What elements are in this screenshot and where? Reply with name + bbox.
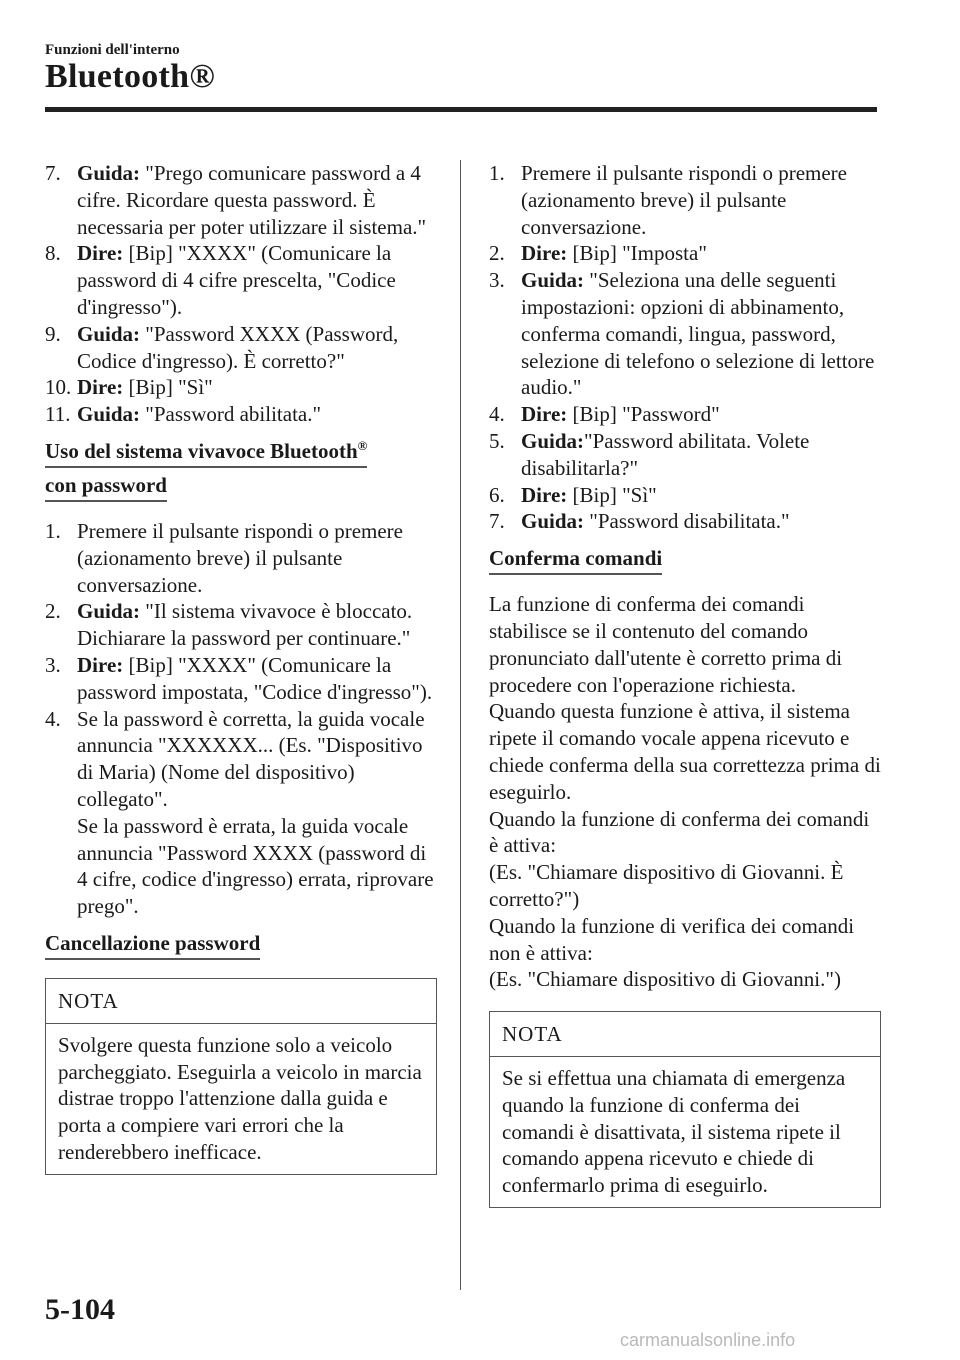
list-item: 5. Guida:"Password abilitata. Volete disabilitarla?": [489, 428, 810, 480]
list-item: 7. Guida: "Prego comunicare password a 4 cifre. Ricordare questa password. È necessaria per poter utilizzare il sistema.": [45, 161, 427, 239]
list-item: 6. Dire: [Bip] "Sì": [489, 482, 657, 507]
step-4-extra: Se la password è errata, la guida vocale annuncia "Password XXXX (password di 4 cifre, codice d'ingresso) errata, riprovare prego".: [77, 813, 434, 919]
steps-list-use: [45, 518, 437, 920]
heading-confirm-commands: Conferma comandi: [489, 545, 881, 579]
note-body: Se si effettua una chiamata di emergenza quando la funzione di conferma dei comandi è disattivata, il sistema ripete il comando appena ricevuto e chiede di confermarlo prima di eseguirlo.: [502, 1065, 846, 1198]
column-divider: [460, 160, 461, 1290]
list-item: 3. Guida: "Seleziona una delle seguenti impostazioni: opzioni di abbinamento, conferma comandi, lingua, password, selezione di telefono o selezione di lettore audio.": [489, 268, 875, 400]
note-box-left: [45, 978, 437, 1175]
list-item: 8. Dire: [Bip] "XXXX" (Comunicare la password di 4 cifre prescelta, "Codice d'ingresso").: [45, 241, 396, 319]
list-item: 11. Guida: "Password abilitata.": [45, 402, 322, 427]
header-rule: [45, 107, 877, 112]
heading-cancel-password: Cancellazione password: [45, 930, 437, 964]
body-paragraph: Quando la funzione di verifica dei comandi non è attiva:: [489, 913, 855, 965]
note-body: Svolgere questa funzione solo a veicolo parcheggiato. Eseguirla a veicolo in marcia distrae troppo l'attenzione dalla guida e porta a compiere vari errori che la renderebbero inefficace.: [58, 1032, 422, 1164]
list-item: 7. Guida: "Password disabilitata.": [489, 509, 790, 534]
note-title: NOTA: [490, 1012, 880, 1057]
page-title: Bluetooth®: [45, 58, 216, 95]
page-number: 5-104: [45, 1293, 115, 1326]
body-paragraph: (Es. "Chiamare dispositivo di Giovanni."): [489, 967, 841, 992]
left-column: [45, 160, 437, 1175]
right-column: [489, 160, 881, 1208]
list-item: 4. Se la password è corretta, la guida vocale annuncia "XXXXXX... (Es. "Dispositivo di Maria) (Nome del dispositivo) collegato". Se la password è errata, la guida vocale annuncia "Password XXXX (password di 4 cifre, codice d'ingresso) errata, riprovare prego".: [45, 706, 434, 919]
note-box-right: [489, 1011, 881, 1208]
body-paragraph: Quando la funzione di conferma dei comandi è attiva:: [489, 806, 870, 858]
list-item: 10. Dire: [Bip] "Sì": [45, 375, 213, 400]
note-title: NOTA: [46, 979, 436, 1024]
list-item: 1. Premere il pulsante rispondi o premere (azionamento breve) il pulsante conversazione.: [489, 161, 847, 239]
list-item: 9. Guida: "Password XXXX (Password, Codice d'ingresso). È corretto?": [45, 321, 399, 373]
section-label: Funzioni dell'interno: [45, 42, 180, 58]
list-item: 2. Guida: "Il sistema vivavoce è bloccato. Dichiarare la password per continuare.": [45, 599, 413, 651]
list-item: 3. Dire: [Bip] "XXXX" (Comunicare la password impostata, "Codice d'ingresso").: [45, 652, 433, 704]
list-item: 4. Dire: [Bip] "Password": [489, 402, 720, 427]
heading-use-with-password: Uso del sistema vivavoce Bluetooth® con password: [45, 438, 437, 506]
body-paragraph: (Es. "Chiamare dispositivo di Giovanni. È corretto?"): [489, 860, 844, 911]
steps-list-setup: [45, 160, 437, 428]
body-paragraph: Quando questa funzione è attiva, il sistema ripete il comando vocale appena ricevuto e chiede conferma della sua correttezza prima di eseguirlo.: [489, 699, 881, 804]
list-item: 1. Premere il pulsante rispondi o premere (azionamento breve) il pulsante conversazione.: [45, 518, 403, 597]
list-item: 2. Dire: [Bip] "Imposta": [489, 241, 707, 266]
watermark: carmanualsonline.info: [620, 1330, 796, 1350]
body-paragraph: La funzione di conferma dei comandi stabilisce se il contenuto del comando pronunciato dall'utente è corretto prima di procedere con l'operazione richiesta.: [489, 592, 843, 697]
steps-list-disable: [489, 160, 881, 535]
